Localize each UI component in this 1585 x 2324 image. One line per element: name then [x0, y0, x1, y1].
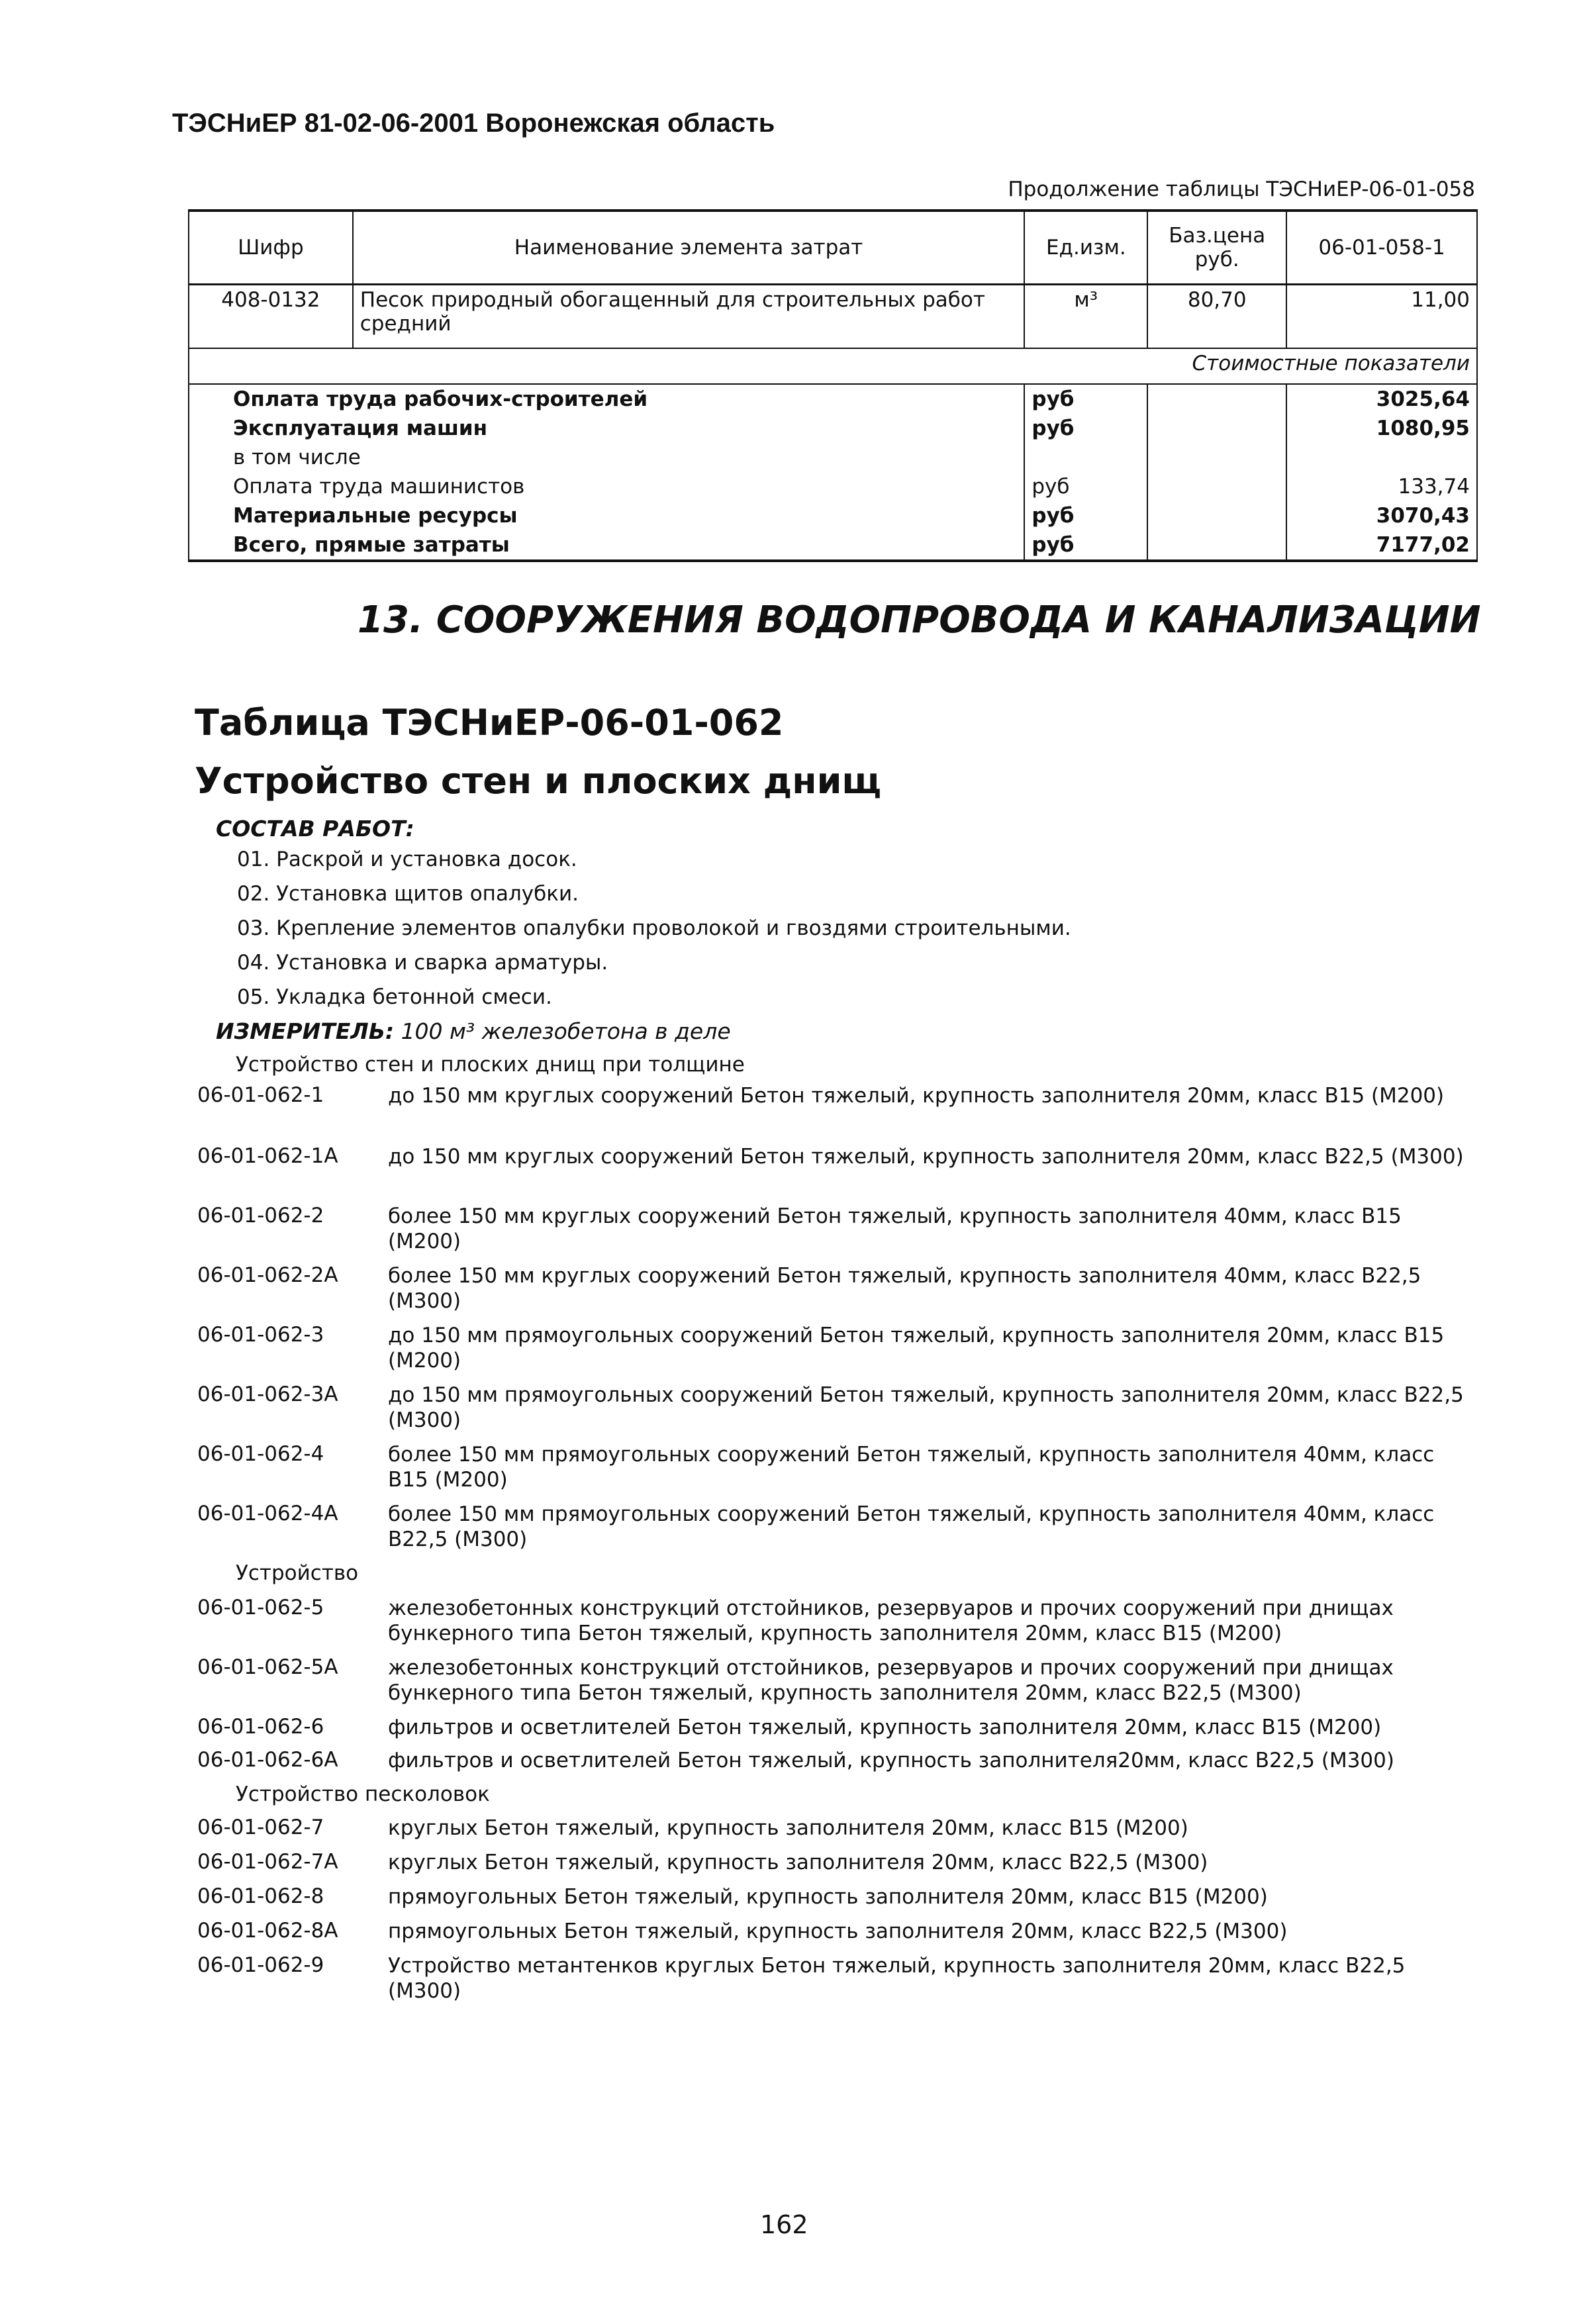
indicator-value: 3025,64: [1286, 384, 1477, 414]
cost-table: [188, 209, 1478, 562]
item-code: 06-01-062-5А: [197, 1655, 338, 1679]
table-header-row: [189, 211, 1477, 285]
work-item: 03. Крепление элементов опалубки проволокой и гвоздями строительными.: [237, 916, 1071, 940]
item-code: 06-01-062-4А: [197, 1502, 338, 1525]
indicator-row: [189, 443, 1477, 472]
indicator-label: Материальные ресурсы: [189, 501, 1024, 530]
col-header-code: Шифр: [189, 211, 353, 285]
item-description: до 150 мм прямоугольных сооружений Бетон тяжелый, крупность заполнителя 20мм, класс В22,5 (М300): [388, 1383, 1464, 1432]
item-code: 06-01-062-1А: [197, 1144, 338, 1168]
item-description: фильтров и осветлителей Бетон тяжелый, крупность заполнителя20мм, класс В22,5 (М300): [388, 1749, 1394, 1772]
resource-name: Песок природный обогащенный для строительных работ средний: [353, 285, 1025, 349]
item-description: круглых Бетон тяжелый, крупность заполнителя 20мм, класс В22,5 (М300): [388, 1851, 1208, 1874]
item-code: 06-01-062-6: [197, 1715, 324, 1739]
indicator-unit: руб: [1024, 384, 1147, 414]
table-row: [189, 285, 1477, 349]
document-header: ТЭСНиЕР 81-02-06-2001 Воронежская область: [172, 109, 775, 138]
table-subtitle: Устройство стен и плоских днищ: [195, 760, 882, 802]
indicator-label: Оплата труда машинистов: [189, 472, 1024, 501]
cost-indicators-subheader: [189, 348, 1477, 384]
resource-code: 408-0132: [189, 285, 353, 349]
item-description: круглых Бетон тяжелый, крупность заполнителя 20мм, класс В15 (М200): [388, 1816, 1188, 1840]
item-code: 06-01-062-3А: [197, 1382, 338, 1406]
table-title: Таблица ТЭСНиЕР-06-01-062: [195, 702, 784, 744]
col-header-price: Баз.цена руб.: [1147, 211, 1286, 285]
item-description: железобетонных конструкций отстойников, резервуаров и прочих сооружений при днищах бункерного типа Бетон тяжелый, крупность заполнителя 20мм, класс В22,5 (М300): [388, 1656, 1394, 1705]
item-code: 06-01-062-7: [197, 1816, 324, 1839]
item-description: более 150 мм прямоугольных сооружений Бетон тяжелый, крупность заполнителя 40мм, класс В15 (М200): [388, 1443, 1435, 1492]
item-description: фильтров и осветлителей Бетон тяжелый, крупность заполнителя 20мм, класс В15 (М200): [388, 1716, 1382, 1739]
item-code: 06-01-062-8А: [197, 1919, 338, 1943]
indicator-value: 7177,02: [1286, 530, 1477, 561]
indicator-value: 1080,95: [1286, 414, 1477, 443]
col-header-name: Наименование элемента затрат: [353, 211, 1025, 285]
cost-indicators-label: Стоимостные показатели: [1147, 348, 1477, 384]
indicator-label: Оплата труда рабочих-строителей: [189, 384, 1024, 414]
item-description: прямоугольных Бетон тяжелый, крупность заполнителя 20мм, класс В22,5 (М300): [388, 1919, 1288, 1943]
item-code: 06-01-062-7А: [197, 1850, 338, 1874]
work-item: 05. Укладка бетонной смеси.: [237, 985, 552, 1009]
work-composition-heading: СОСТАВ РАБОТ:: [216, 816, 414, 842]
indicator-label: Всего, прямые затраты: [189, 530, 1024, 561]
item-description: до 150 мм круглых сооружений Бетон тяжелый, крупность заполнителя 20мм, класс В15 (М200): [388, 1084, 1445, 1108]
item-code: 06-01-062-8: [197, 1884, 324, 1908]
resource-price: 80,70: [1147, 285, 1286, 349]
indicator-row: [189, 384, 1477, 414]
item-code: 06-01-062-6А: [197, 1748, 338, 1772]
indicator-unit: руб: [1024, 501, 1147, 530]
item-description: до 150 мм прямоугольных сооружений Бетон тяжелый, крупность заполнителя 20мм, класс В15 (М200): [388, 1324, 1445, 1373]
indicator-label: Эксплуатация машин: [189, 414, 1024, 443]
item-description: более 150 мм прямоугольных сооружений Бетон тяжелый, крупность заполнителя 40мм, класс В22,5 (М300): [388, 1502, 1435, 1551]
item-code: 06-01-062-1: [197, 1083, 324, 1107]
work-item: 02. Установка щитов опалубки.: [237, 882, 579, 906]
indicator-label: в том числе: [189, 443, 1024, 472]
measure-label: ИЗМЕРИТЕЛЬ:: [216, 1018, 395, 1044]
resource-value: 11,00: [1286, 285, 1477, 349]
indicator-row: [189, 501, 1477, 530]
section-title: 13. СООРУЖЕНИЯ ВОДОПРОВОДА И КАНАЛИЗАЦИИ: [358, 599, 1481, 642]
item-code: 06-01-062-9: [197, 1953, 324, 1977]
item-code: 06-01-062-2: [197, 1204, 324, 1228]
indicator-row: [189, 472, 1477, 501]
indicator-value: 133,74: [1286, 472, 1477, 501]
measure-text: 100 м³ железобетона в деле: [401, 1018, 731, 1044]
item-code: 06-01-062-3: [197, 1323, 324, 1347]
item-code: 06-01-062-2А: [197, 1263, 338, 1287]
item-description: железобетонных конструкций отстойников, резервуаров и прочих сооружений при днищах бункерного типа Бетон тяжелый, крупность заполнителя 20мм, класс В15 (М200): [388, 1596, 1394, 1645]
measure-line: [216, 1018, 731, 1044]
resource-unit: м³: [1024, 285, 1147, 349]
indicator-unit: руб: [1024, 530, 1147, 561]
col-header-unit: Ед.изм.: [1024, 211, 1147, 285]
table-continuation-caption: Продолжение таблицы ТЭСНиЕР-06-01-058: [1008, 177, 1475, 201]
indicator-unit: руб: [1024, 472, 1147, 501]
indicator-unit: руб: [1024, 414, 1147, 443]
indicator-row: [189, 414, 1477, 443]
item-description: прямоугольных Бетон тяжелый, крупность заполнителя 20мм, класс В15 (М200): [388, 1885, 1268, 1909]
page-number: 162: [760, 2210, 808, 2239]
indicator-value: 3070,43: [1286, 501, 1477, 530]
item-description: более 150 мм круглых сооружений Бетон тяжелый, крупность заполнителя 40мм, класс В22,5 (М300): [388, 1264, 1421, 1313]
work-item: 04. Установка и сварка арматуры.: [237, 951, 608, 975]
group-heading: Устройство песколовок: [236, 1782, 490, 1806]
item-code: 06-01-062-4: [197, 1442, 324, 1466]
item-code: 06-01-062-5: [197, 1596, 324, 1620]
items-intro: Устройство стен и плоских днищ при толщине: [236, 1053, 745, 1077]
item-description: Устройство метантенков круглых Бетон тяжелый, крупность заполнителя 20мм, класс В22,5 (М300): [388, 1954, 1406, 2003]
col-header-norm: 06-01-058-1: [1286, 211, 1477, 285]
item-description: до 150 мм круглых сооружений Бетон тяжелый, крупность заполнителя 20мм, класс В22,5 (М300): [388, 1145, 1464, 1169]
group-heading: Устройство: [236, 1561, 359, 1585]
item-description: более 150 мм круглых сооружений Бетон тяжелый, крупность заполнителя 40мм, класс В15 (М200): [388, 1204, 1402, 1253]
work-item: 01. Раскрой и установка досок.: [237, 847, 577, 871]
indicator-row: [189, 530, 1477, 561]
